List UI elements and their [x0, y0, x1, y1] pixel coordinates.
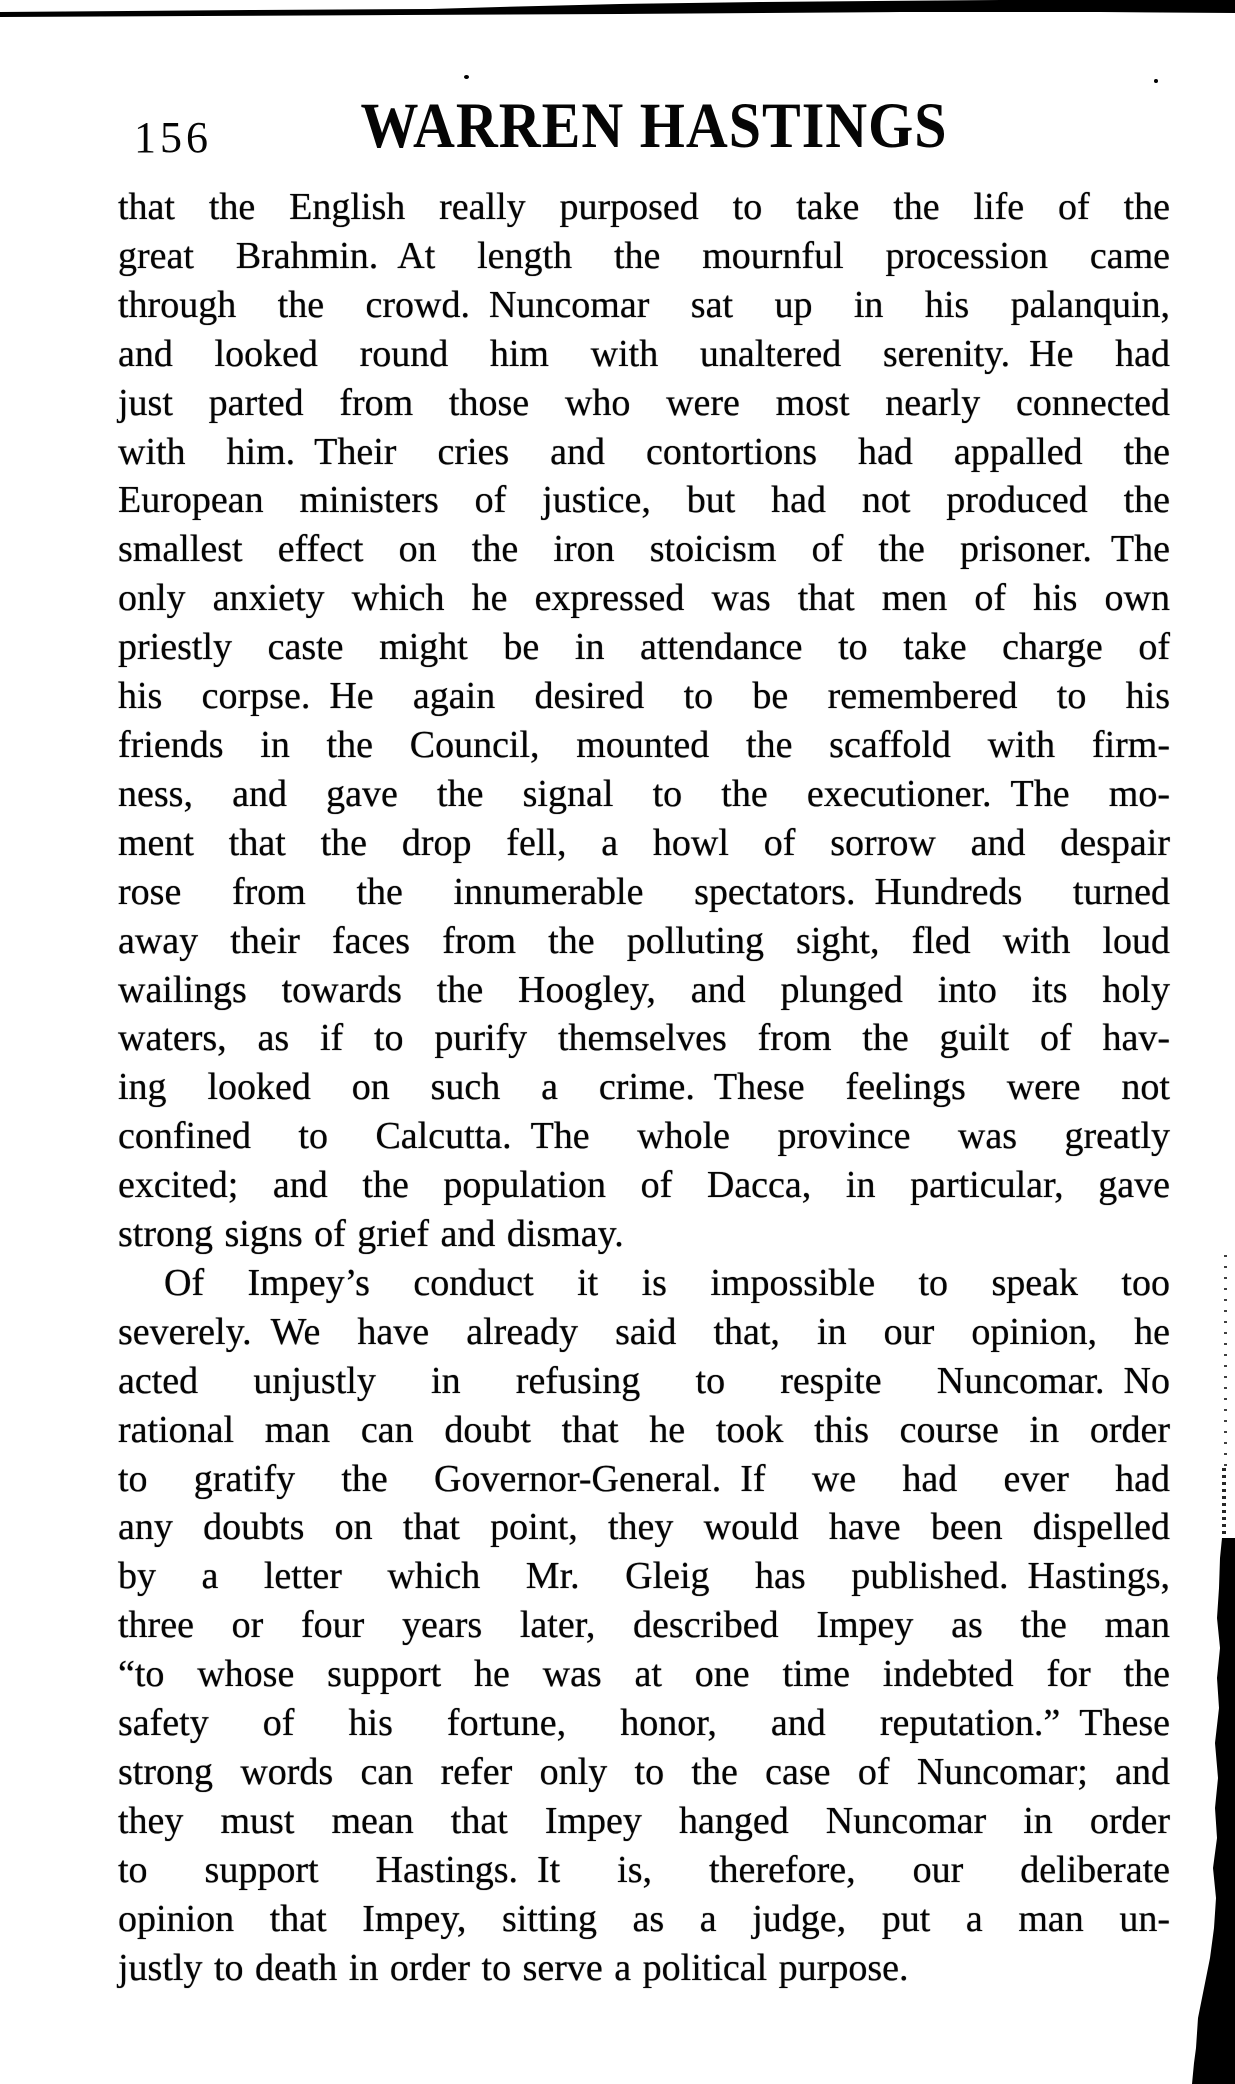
text-line: justly to death in order to serve a political purpose. — [118, 1946, 909, 1989]
text-line: severely. We have already said that, in our opinion, he — [118, 1310, 1170, 1353]
text-line: wailings towards the Hoogley, and plunged into its holy — [118, 968, 1170, 1011]
text-line: to support Hastings. It is, therefore, our deliberate — [118, 1848, 1170, 1891]
text-line: confined to Calcutta. The whole province was greatly — [118, 1115, 1170, 1158]
text-line: by a letter which Mr. Gleig has published. Hastings, — [118, 1555, 1170, 1598]
text-line: Of Impey’s conduct it is impossible to speak too — [164, 1261, 1170, 1304]
text-line: ment that the drop fell, a howl of sorrow and despair — [118, 821, 1170, 864]
text-line: opinion that Impey, sitting as a judge, put a man un- — [118, 1897, 1170, 1940]
scan-right-dashed-artifact — [1222, 1468, 1226, 1548]
text-line: “to whose support he was at one time indebted for the — [118, 1653, 1170, 1696]
text-line: and looked round him with unaltered serenity. He had — [118, 332, 1170, 375]
page-number: 156 — [134, 113, 212, 162]
text-line: friends in the Council, mounted the scaffold with firm- — [118, 723, 1170, 766]
paragraph — [118, 1259, 1170, 1993]
text-line: excited; and the population of Dacca, in particular, gave — [118, 1164, 1170, 1207]
text-line: three or four years later, described Impey as the man — [118, 1604, 1170, 1647]
text-line: only anxiety which he expressed was that men of his own — [118, 577, 1170, 620]
body-text — [118, 183, 1170, 1993]
scan-speck — [1154, 79, 1158, 83]
text-line: smallest effect on the iron stoicism of the prisoner. The — [118, 528, 1170, 571]
text-line: any doubts on that point, they would have been dispelled — [118, 1506, 1170, 1549]
text-line: priestly caste might be in attendance to take charge of — [118, 626, 1170, 669]
text-line: European ministers of justice, but had not produced the — [118, 479, 1170, 522]
text-line: ness, and gave the signal to the executioner. The mo- — [118, 772, 1170, 815]
paragraph — [118, 183, 1170, 1259]
text-line: strong signs of grief and dismay. — [118, 1213, 624, 1256]
scan-speck — [464, 75, 469, 79]
text-line: safety of his fortune, honor, and reputation.” These — [118, 1702, 1170, 1745]
text-line: waters, as if to purify themselves from the guilt of hav- — [118, 1017, 1170, 1060]
page-title: WARREN HASTINGS — [360, 88, 948, 162]
text-line: they must mean that Impey hanged Nuncomar in order — [118, 1799, 1170, 1842]
text-line: acted unjustly in refusing to respite Nuncomar. No — [118, 1359, 1170, 1402]
text-line: with him. Their cries and contortions had appalled the — [118, 430, 1170, 473]
text-line: ing looked on such a crime. These feelings were not — [118, 1066, 1170, 1109]
text-line: great Brahmin. At length the mournful procession came — [118, 234, 1170, 277]
text-line: away their faces from the polluting sight, fled with loud — [118, 919, 1170, 962]
text-line: strong words can refer only to the case of Nuncomar; and — [118, 1751, 1170, 1793]
text-line: his corpse. He again desired to be remembered to his — [118, 675, 1170, 718]
text-line: rose from the innumerable spectators. Hundreds turned — [118, 870, 1170, 913]
text-line: that the English really purposed to take the life of the — [118, 186, 1170, 228]
text-line: rational man can doubt that he took this course in order — [118, 1408, 1170, 1451]
text-line: through the crowd. Nuncomar sat up in his palanquin, — [118, 283, 1170, 326]
scan-right-edge-artifact — [1190, 1538, 1235, 2084]
text-line: to gratify the Governor-General. If we had ever had — [118, 1457, 1170, 1500]
scan-right-dotted-artifact — [1224, 1255, 1227, 1475]
text-line: just parted from those who were most nearly connected — [118, 381, 1170, 424]
scan-top-edge-artifact — [0, 0, 1235, 20]
